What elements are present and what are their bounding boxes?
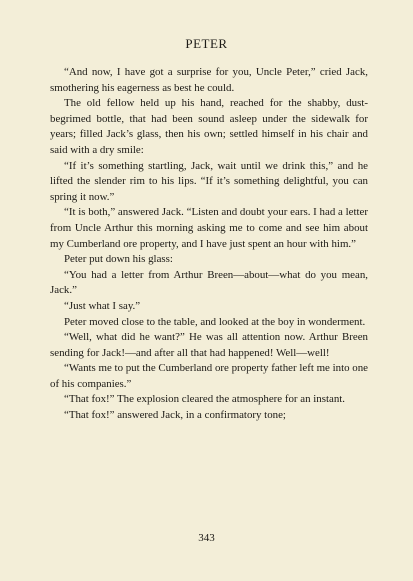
paragraph: “It is both,” answered Jack. “Listen and doubt your ears. I had a letter from Uncle Arthur this morning asking me to come and see him about my Cumberland ore property, and I have just spent an hour with him.” — [50, 206, 368, 250]
paragraph: Peter moved close to the table, and looked at the boy in wonderment. — [64, 315, 366, 328]
paragraph: “That fox!” The explosion cleared the atmosphere for an instant. — [64, 393, 346, 406]
paragraph: Peter put down his glass: — [64, 253, 173, 266]
running-head: PETER — [185, 36, 228, 51]
page-number: 343 — [198, 532, 215, 544]
paragraph: “Wants me to put the Cumberland ore property father left me into one of his companies.” — [50, 362, 368, 390]
body-text — [50, 65, 368, 424]
paragraph: “You had a letter from Arthur Breen—about—what do you mean, Jack.” — [50, 268, 368, 297]
paragraph: “That fox!” answered Jack, in a confirmatory tone; — [64, 409, 286, 422]
paragraph: “Just what I say.” — [64, 299, 141, 312]
paragraph: “If it’s something startling, Jack, wait until we drink this,” and he lifted the slender rim to his lips. “If it’s something delightful, you can spring it now.” — [50, 159, 368, 203]
paragraph: “Well, what did he want?” He was all attention now. Arthur Breen sending for Jack!—and after all that had happened! Well—well! — [50, 331, 368, 359]
paragraph: “And now, I have got a surprise for you, Uncle Peter,” cried Jack, smothering his eagerness as best he could. — [50, 66, 368, 94]
paragraph: The old fellow held up his hand, reached for the shabby, dust-begrimed bottle, that had been sound asleep under the sidewalk for years; filled Jack’s glass, then his own; settled himself in his chair and said with a dry smile: — [50, 97, 368, 156]
